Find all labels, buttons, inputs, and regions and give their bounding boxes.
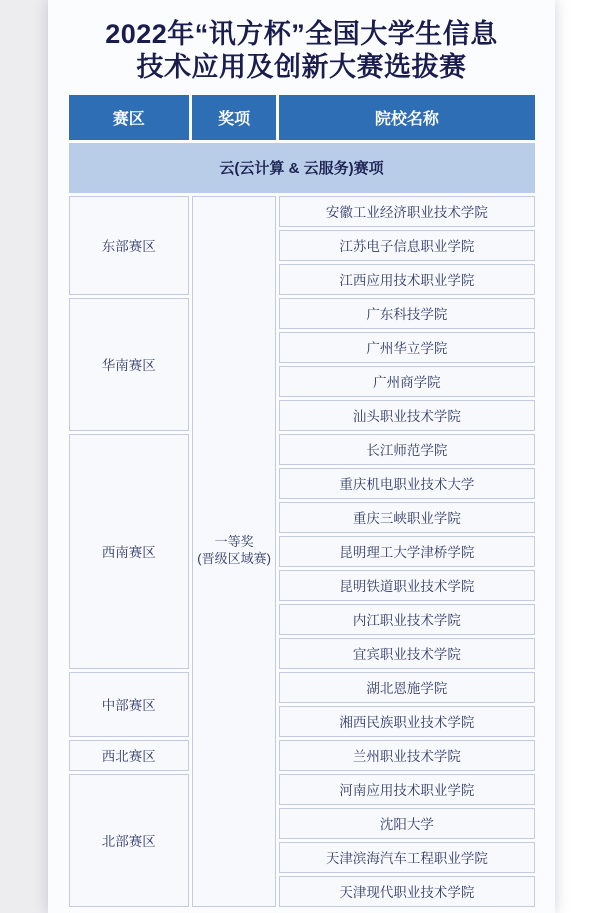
page-title xyxy=(58,18,545,84)
zone-cell: 中部赛区 xyxy=(69,672,190,737)
institution-cell: 安徽工业经济职业技术学院 xyxy=(279,196,534,227)
table-row xyxy=(69,774,535,805)
zone-cell: 华南赛区 xyxy=(69,298,190,431)
institution-cell: 长江师范学院 xyxy=(279,434,534,465)
institution-cell: 广州华立学院 xyxy=(279,332,534,363)
institution-cell: 江苏电子信息职业学院 xyxy=(279,230,534,261)
institution-cell: 河南应用技术职业学院 xyxy=(279,774,534,805)
institution-cell: 江西应用技术职业学院 xyxy=(279,264,534,295)
table-row xyxy=(69,196,535,227)
zone-cell: 西南赛区 xyxy=(69,434,190,669)
table-body xyxy=(69,196,535,907)
institution-cell: 重庆机电职业技术大学 xyxy=(279,468,534,499)
institution-cell: 天津现代职业技术学院 xyxy=(279,876,534,907)
table-header-row xyxy=(69,95,535,140)
table-row xyxy=(69,740,535,771)
section-header-row xyxy=(69,143,535,193)
results-table xyxy=(66,92,538,910)
institution-cell: 广州商学院 xyxy=(279,366,534,397)
column-header-award: 奖项 xyxy=(192,95,276,140)
institution-cell: 广东科技学院 xyxy=(279,298,534,329)
institution-cell: 内江职业技术学院 xyxy=(279,604,534,635)
table-row xyxy=(69,298,535,329)
award-name: 一等奖 xyxy=(214,534,254,550)
institution-cell: 兰州职业技术学院 xyxy=(279,740,534,771)
award-cell xyxy=(192,196,276,907)
institution-cell: 昆明理工大学津桥学院 xyxy=(279,536,534,567)
institution-cell: 重庆三峡职业学院 xyxy=(279,502,534,533)
institution-cell: 宜宾职业技术学院 xyxy=(279,638,534,669)
institution-cell: 汕头职业技术学院 xyxy=(279,400,534,431)
institution-cell: 天津滨海汽车工程职业学院 xyxy=(279,842,534,873)
award-note: (晋级区域赛) xyxy=(197,551,271,567)
content-card xyxy=(48,0,555,913)
zone-cell: 北部赛区 xyxy=(69,774,190,907)
institution-cell: 昆明铁道职业技术学院 xyxy=(279,570,534,601)
institution-cell: 湘西民族职业技术学院 xyxy=(279,706,534,737)
institution-cell: 湖北恩施学院 xyxy=(279,672,534,703)
zone-cell: 西北赛区 xyxy=(69,740,190,771)
page-title-line2: 技术应用及创新大赛选拔赛 xyxy=(136,51,467,82)
section-header: 云(云计算 & 云服务)赛项 xyxy=(69,143,535,193)
zone-cell: 东部赛区 xyxy=(69,196,190,295)
page-title-line1: 2022年“讯方杯”全国大学生信息 xyxy=(105,19,498,49)
table-row xyxy=(69,434,535,465)
institution-cell: 沈阳大学 xyxy=(279,808,534,839)
table-row xyxy=(69,672,535,703)
column-header-zone: 赛区 xyxy=(69,95,190,140)
column-header-institution: 院校名称 xyxy=(279,95,534,140)
